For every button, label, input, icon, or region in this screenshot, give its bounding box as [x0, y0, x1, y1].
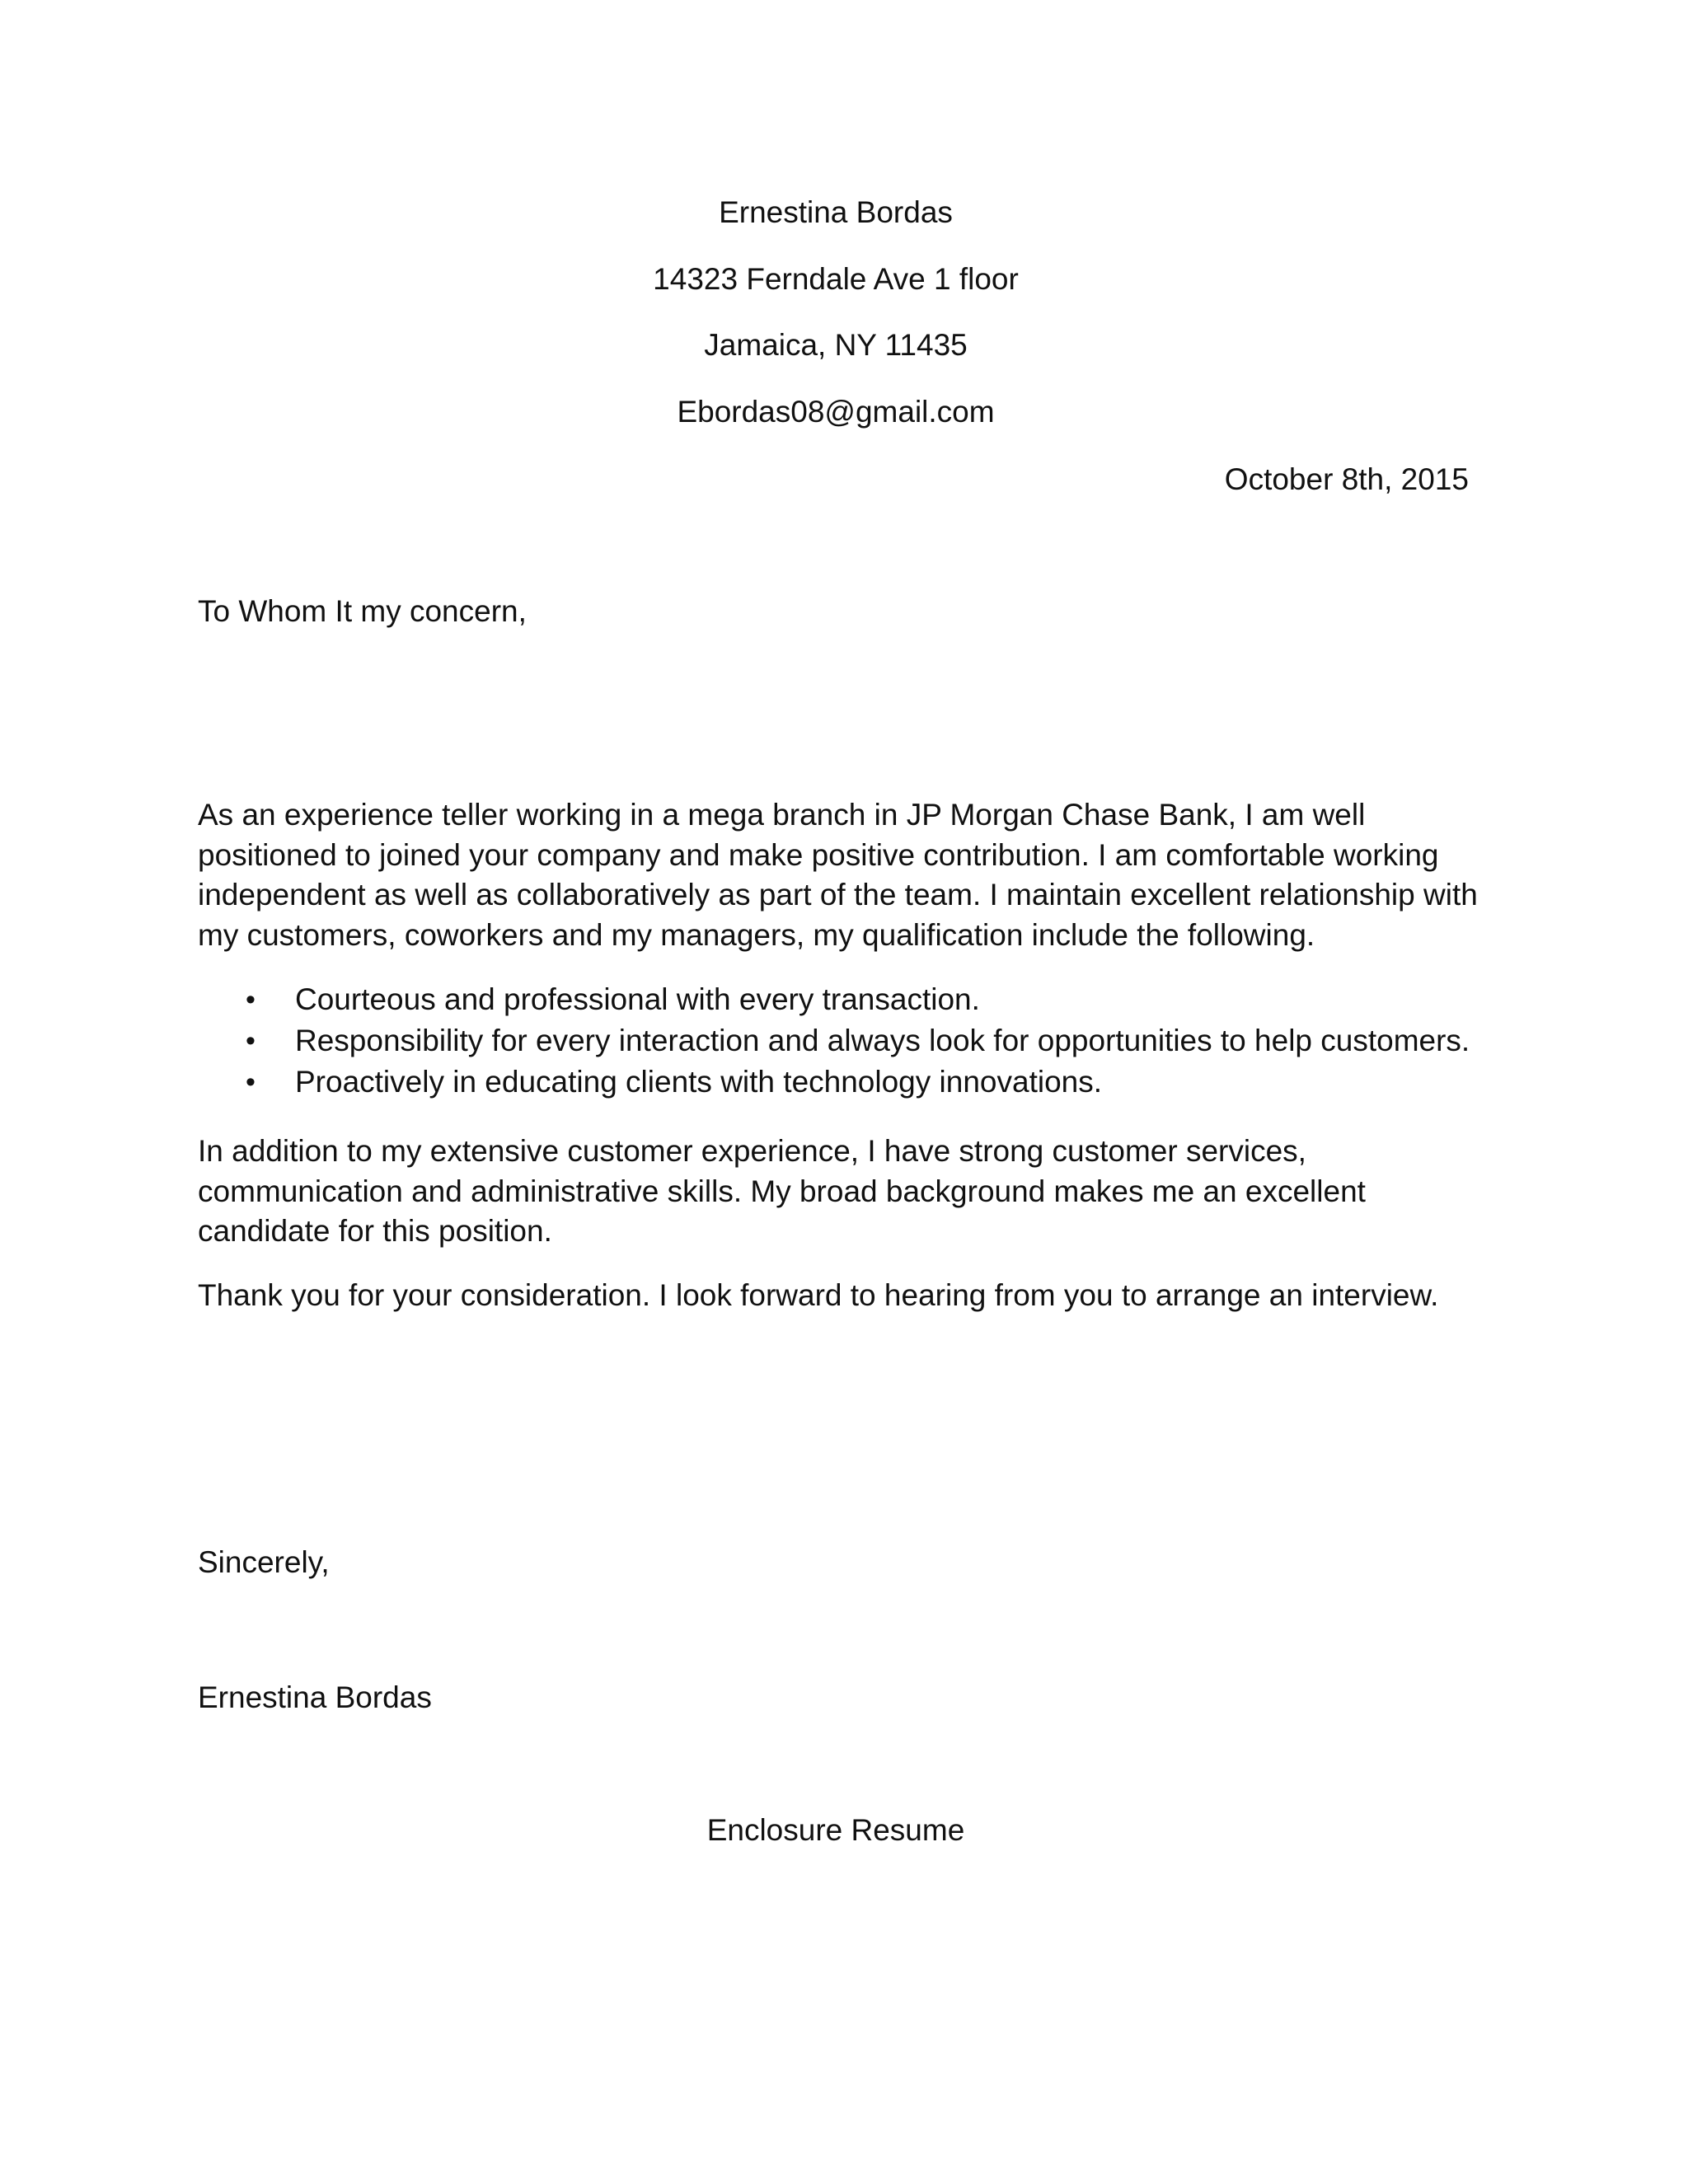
enclosure-note: Enclosure Resume — [706, 1813, 965, 1847]
sender-name: Ernestina Bordas — [719, 195, 953, 229]
bullet-icon: • — [246, 1025, 256, 1057]
body-paragraph-2: In addition to my extensive customer experience, I have strong customer services, communication and administrative skills. My broad background makes me an excellent candidate for this position. — [198, 1134, 1366, 1248]
bullet-icon: • — [246, 1066, 256, 1098]
list-item-text: Courteous and professional with every transaction. — [295, 982, 980, 1016]
list-item-text: Responsibility for every interaction and always look for opportunities to help customers. — [295, 1024, 1470, 1057]
list-item — [198, 1020, 1517, 1062]
sender-city: Jamaica, NY 11435 — [704, 328, 968, 362]
body-paragraph-3: Thank you for your consideration. I look forward to hearing from you to arrange an interview. — [198, 1278, 1439, 1312]
body-paragraph-1: As an experience teller working in a mega branch in JP Morgan Chase Bank, I am well positioned to joined your company and make positive contribution. I am comfortable working independent as well as collaboratively as part of the team. I maintain excellent relationship with my customers, coworkers and my managers, my qualification include the following. — [198, 798, 1478, 952]
signature: Ernestina Bordas — [198, 1680, 432, 1714]
closing: Sincerely, — [198, 1545, 330, 1579]
bullet-icon: • — [246, 984, 256, 1015]
list-item — [198, 1062, 1517, 1103]
letter-date: October 8th, 2015 — [1224, 462, 1469, 496]
list-item-text: Proactively in educating clients with technology innovations. — [295, 1065, 1103, 1099]
qualification-list — [198, 979, 1517, 1103]
sender-email: Ebordas08@gmail.com — [677, 395, 995, 429]
salutation: To Whom It my concern, — [198, 594, 527, 628]
list-item — [198, 979, 1517, 1020]
sender-street: 14323 Ferndale Ave 1 floor — [653, 262, 1019, 296]
